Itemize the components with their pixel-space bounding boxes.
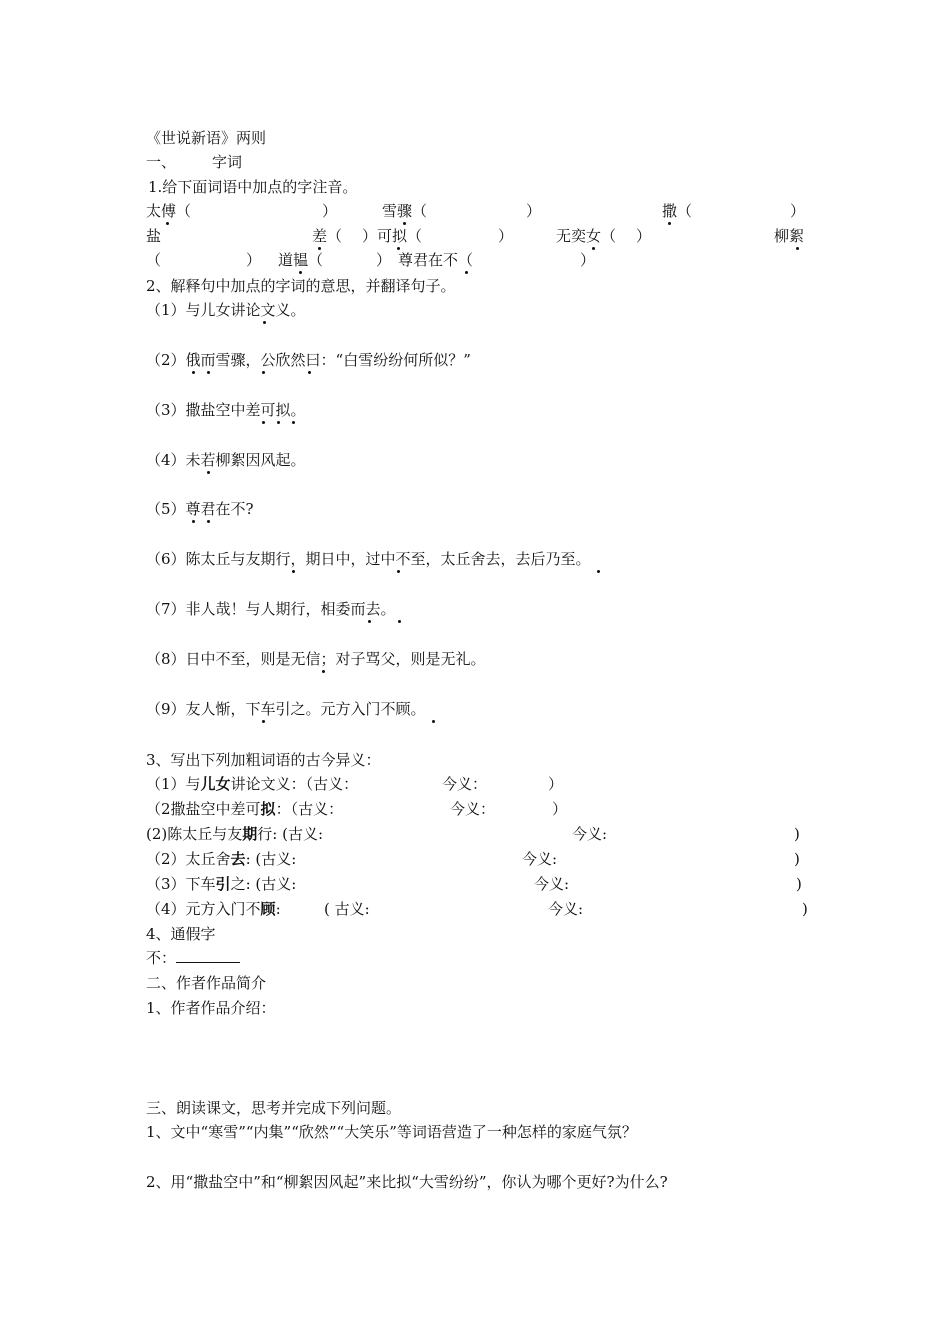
emphasis-dot xyxy=(662,210,676,220)
emphasis-dot xyxy=(201,459,215,469)
emphasis-dot xyxy=(256,409,270,419)
emphasis-dot xyxy=(316,658,330,668)
q2-item-4: （4）未若柳絮因风起。 xyxy=(146,451,306,469)
emphasis-dot xyxy=(391,235,405,245)
q3-text: 之: (古义: xyxy=(230,875,297,893)
q3-text: ：（古义： xyxy=(275,800,344,818)
emphasis-dot xyxy=(256,359,270,369)
paren-close: ） xyxy=(246,251,262,269)
q2-item-9: （9）友人惭，下车引之。元方入门不顾。 xyxy=(146,700,426,718)
emphasis-dot xyxy=(312,235,326,245)
paren-close: ） xyxy=(552,800,568,818)
paren-close: ) xyxy=(794,825,800,843)
emphasis-dot xyxy=(256,708,270,718)
pinyin-zunjunzaibu: 尊君在不（ xyxy=(398,251,474,269)
paren-close: ) xyxy=(802,900,808,918)
paren-open: （ xyxy=(146,251,162,269)
paren-close: ） xyxy=(636,227,652,245)
emphasis-dot xyxy=(591,558,605,568)
s3-q2: 2、用“撒盐空中”和“柳絮因风起”来比拟“大雪纷纷”，你认为哪个更好?为什么? xyxy=(146,1173,668,1191)
emphasis-dot xyxy=(391,558,405,568)
q4-label: 不： xyxy=(146,949,177,967)
section-1-heading: 字词 xyxy=(212,153,243,171)
paren-close: ） xyxy=(498,227,514,245)
emphasis-dot xyxy=(426,708,440,718)
emphasis-dot xyxy=(186,508,200,518)
pinyin-taifu: 太傅（ xyxy=(146,202,192,220)
q2-prompt: 2、解释句中加点的字词的意思，并翻译句子。 xyxy=(146,277,456,295)
section-3-heading: 三、朗读课文，思考并完成下列问题。 xyxy=(146,1099,402,1117)
q3-text: （2）太丘舍 xyxy=(146,850,231,868)
q2-item-7: （7）非人哉！与人期行，相委而去。 xyxy=(146,600,396,618)
q3-line-3 xyxy=(146,824,323,844)
s2-q1: 1、作者作品介绍： xyxy=(146,999,276,1017)
modern-meaning-label: 今义： xyxy=(450,800,496,818)
q3-text: 行: (古义: xyxy=(257,825,323,843)
pinyin-wuyinu: 无奕女（ xyxy=(556,227,617,245)
bold-word: 期 xyxy=(242,825,258,843)
pinyin-liuxu: 柳絮 xyxy=(774,227,805,245)
emphasis-dot xyxy=(257,309,271,319)
emphasis-dot xyxy=(459,259,473,269)
paren-close: ） xyxy=(526,202,542,220)
paren-close: ) xyxy=(796,875,802,893)
bold-word: 顾 xyxy=(260,900,276,918)
q3-line-6 xyxy=(146,899,281,919)
q3-text: （2撒盐空中差可 xyxy=(146,800,261,818)
q1-prompt: 1.给下面词语中加点的字注音。 xyxy=(148,178,358,196)
bold-word: 拟 xyxy=(260,800,276,818)
bold-word: 儿女 xyxy=(200,775,231,793)
modern-meaning-label: 今义: xyxy=(534,875,570,893)
paren-close: ） xyxy=(376,251,392,269)
bold-word: 去 xyxy=(230,850,246,868)
q2-item-3: （3）撒盐空中差可拟。 xyxy=(146,401,306,419)
modern-meaning-label: 今义: xyxy=(572,825,608,843)
q3-text: 讲论文义：（古义： xyxy=(230,775,359,793)
pinyin-daoyun: 道韫（ xyxy=(278,251,324,269)
q4-item xyxy=(146,948,240,968)
q2-item-8: （8）日中不至，则是无信；对子骂父，则是无礼。 xyxy=(146,650,486,668)
s3-q1: 1、文中“寒雪”“内集”“欣然”“大笑乐”等词语营造了一种怎样的家庭气氛？ xyxy=(146,1123,637,1141)
q3-line-5 xyxy=(146,874,296,894)
paren-close: ） xyxy=(580,251,596,269)
paren-close: ） xyxy=(790,202,806,220)
q2-item-1: （1）与儿女讲论文义。 xyxy=(146,301,306,319)
pinyin-cha: 差（ xyxy=(312,227,343,245)
emphasis-dot xyxy=(286,558,300,568)
q3-text: : (古义: xyxy=(245,850,297,868)
paren-close: ） xyxy=(548,775,564,793)
emphasis-dot xyxy=(160,210,174,220)
answer-blank[interactable] xyxy=(176,948,240,963)
q2-item-2: （2）俄而雪骤，公欣然曰：“白雪纷纷何所似？” xyxy=(146,351,471,369)
q3-line-4 xyxy=(146,849,296,869)
emphasis-dot xyxy=(293,259,307,269)
q3-text: （1）与 xyxy=(146,775,201,793)
paren-close: ） xyxy=(322,202,338,220)
modern-meaning-label: 今义： xyxy=(442,775,488,793)
pinyin-keni: ）可拟（ xyxy=(362,227,423,245)
emphasis-dot xyxy=(186,359,200,369)
emphasis-dot xyxy=(271,409,285,419)
section-2-heading: 二、作者作品简介 xyxy=(146,974,267,992)
emphasis-dot xyxy=(302,359,316,369)
page-title: 《世说新语》两则 xyxy=(146,129,267,147)
q3-text: （4）元方入门不 xyxy=(146,900,261,918)
emphasis-dot xyxy=(201,359,215,369)
emphasis-dot xyxy=(286,409,300,419)
q3-line-1 xyxy=(146,774,358,794)
q3-line-2 xyxy=(146,799,343,819)
emphasis-dot xyxy=(362,608,376,618)
pinyin-sa: 撒（ xyxy=(662,202,693,220)
q2-item-5: （5）尊君在不? xyxy=(146,500,254,518)
paren-close: ) xyxy=(794,850,800,868)
bold-word: 引 xyxy=(215,875,231,893)
emphasis-dot xyxy=(790,235,804,245)
ancient-meaning-label: ( 古义: xyxy=(324,900,370,918)
emphasis-dot xyxy=(586,235,600,245)
q3-text: （3）下车 xyxy=(146,875,216,893)
emphasis-dot xyxy=(392,608,406,618)
q3-prompt: 3、写出下列加粗词语的古今异义： xyxy=(146,751,381,769)
modern-meaning-label: 今义: xyxy=(548,900,584,918)
q3-text: : xyxy=(275,900,281,918)
emphasis-dot xyxy=(397,210,411,220)
pinyin-xuezhou: 雪骤（ xyxy=(382,202,428,220)
pinyin-yan: 盐 xyxy=(146,227,162,245)
modern-meaning-label: 今义: xyxy=(522,850,558,868)
section-1-number: 一、 xyxy=(146,153,177,171)
q4-prompt: 4、通假字 xyxy=(146,925,216,943)
q2-item-6: （6）陈太丘与友期行，期日中，过中不至，太丘舍去，去后乃至。 xyxy=(146,550,591,568)
emphasis-dot xyxy=(201,508,215,518)
q3-text: (2)陈太丘与友 xyxy=(146,825,243,843)
